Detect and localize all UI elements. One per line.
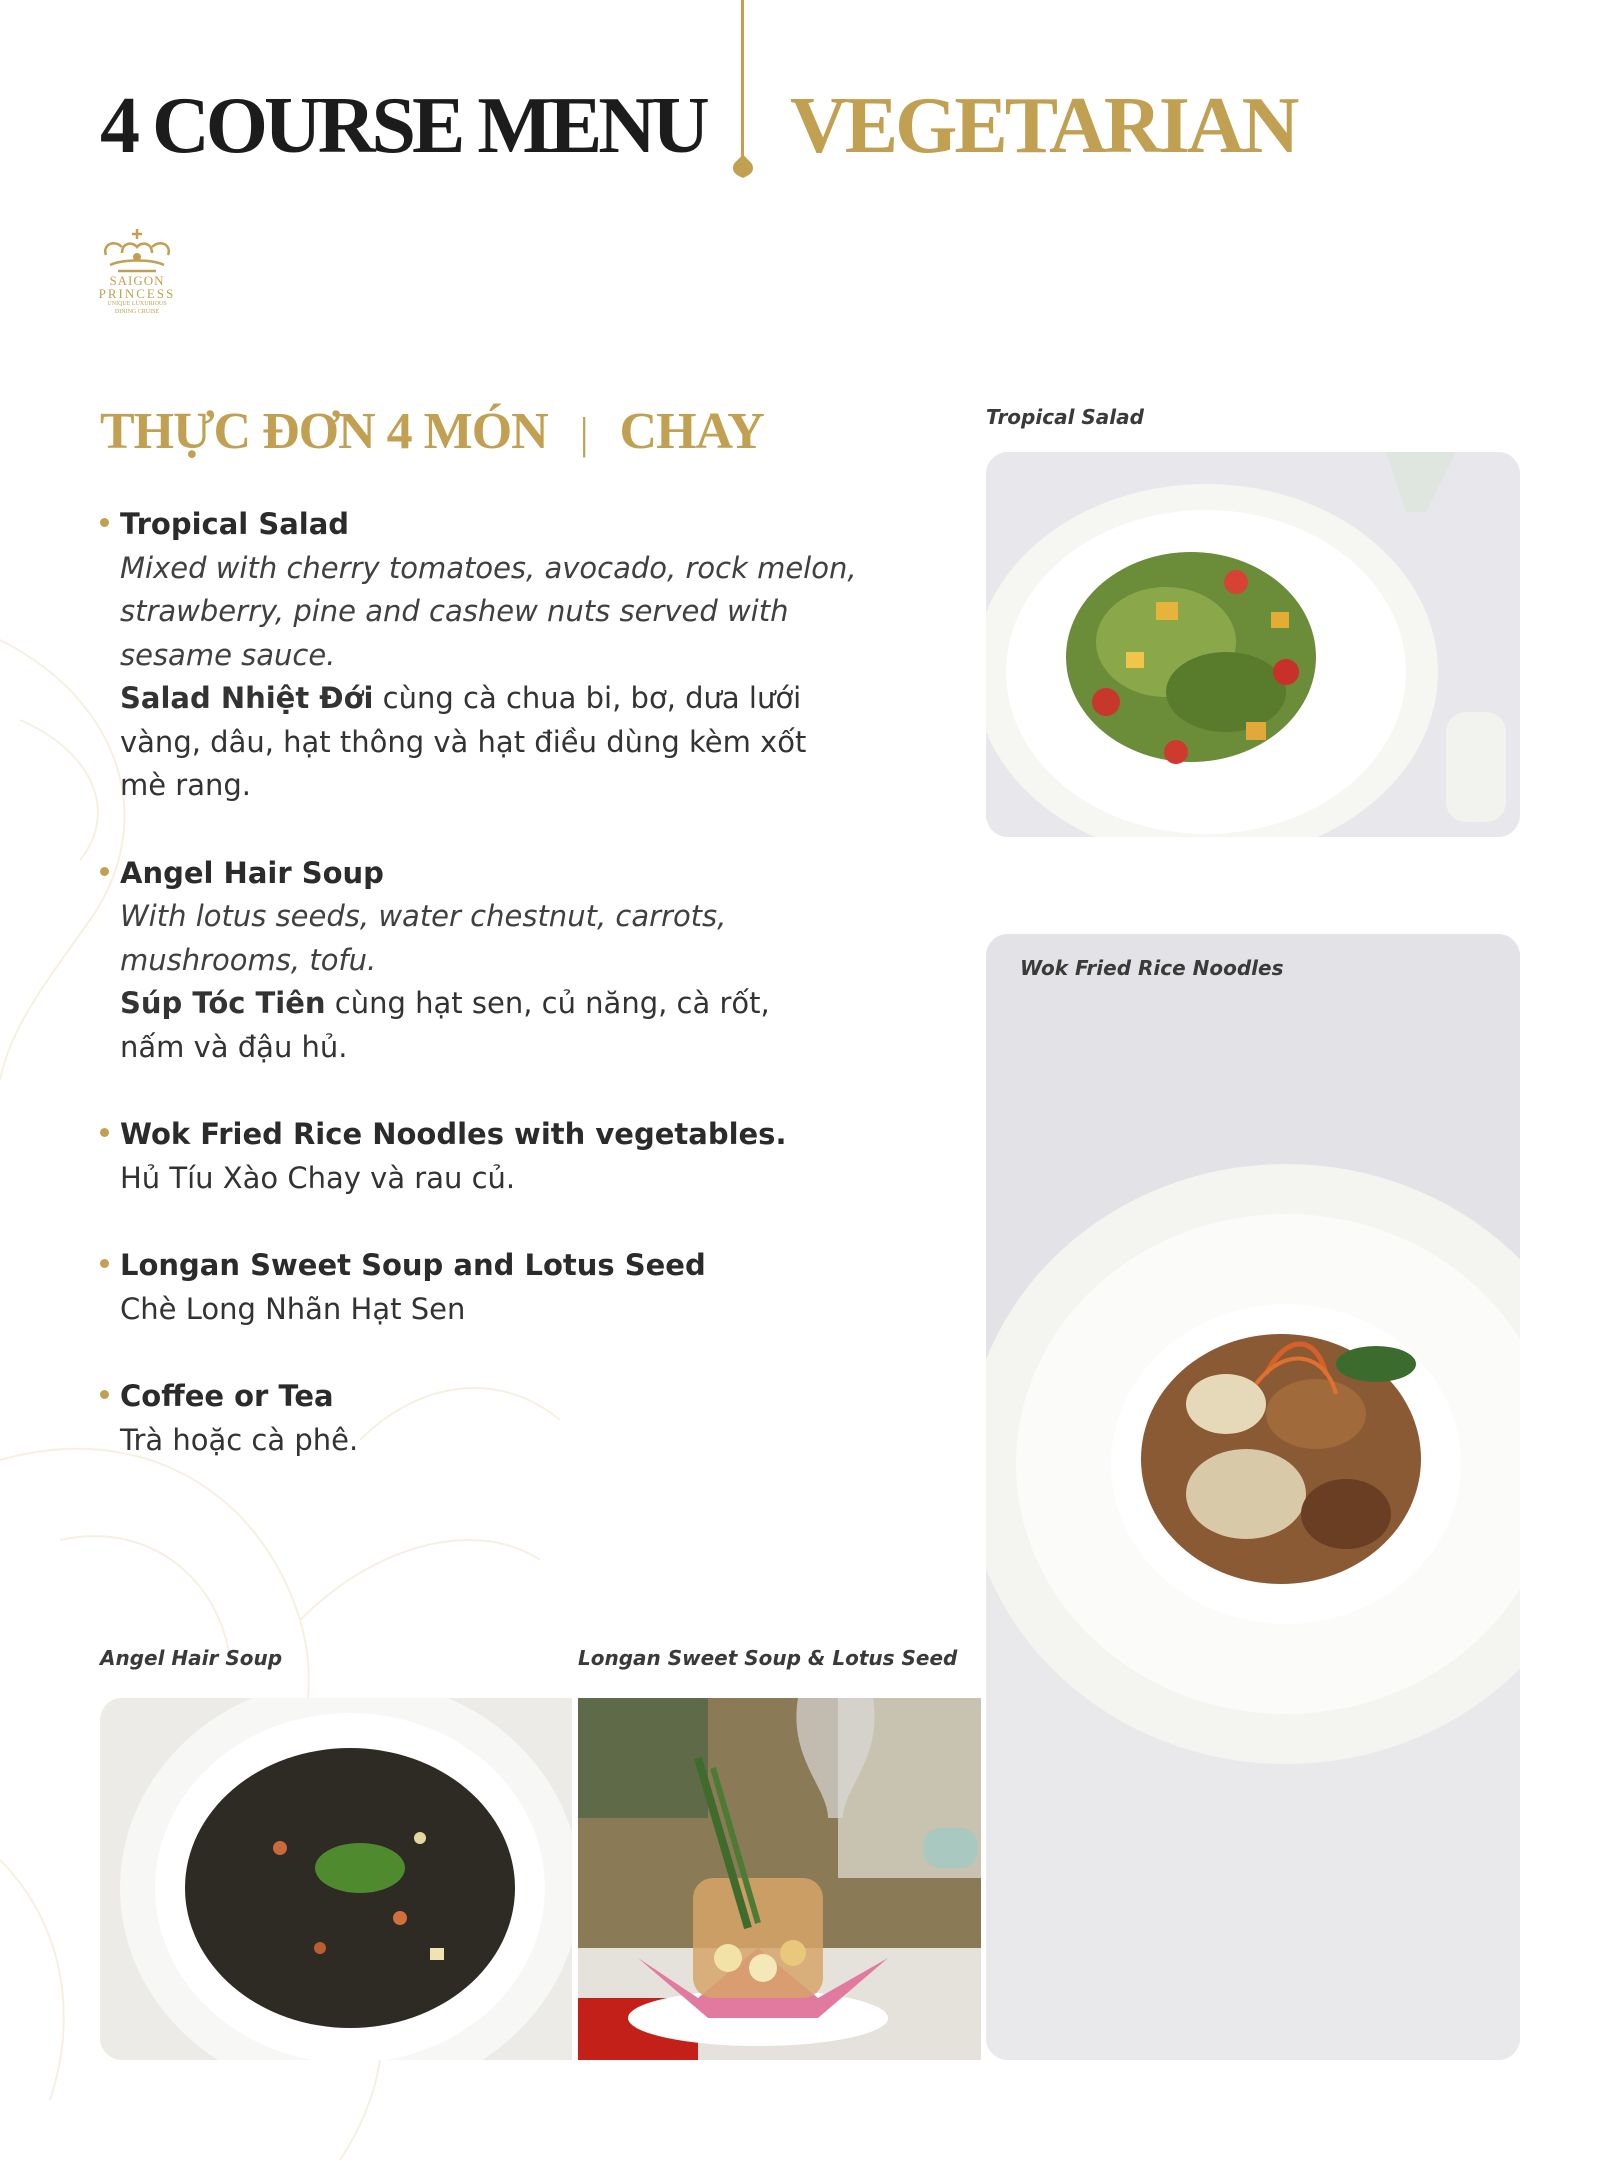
bullet-icon [100, 867, 109, 876]
longan-photo-caption: Longan Sweet Soup & Lotus Seed [578, 1646, 958, 1670]
menu-item [100, 503, 860, 808]
menu-item-description: sesame sauce. [120, 637, 336, 672]
logo-name-second: PRINCESS [98, 286, 176, 301]
saigon-princess-logo [92, 225, 182, 325]
title-divider [741, 0, 744, 160]
menu-item-vietnamese-text: cùng hạt sen, củ năng, cà rốt, [325, 986, 770, 1020]
menu-item-title: Coffee or Tea [120, 1379, 334, 1413]
menu-item [100, 1244, 860, 1331]
menu-item-title: Wok Fried Rice Noodles with vegetables. [120, 1117, 787, 1151]
soup-photo-caption: Angel Hair Soup [100, 1646, 283, 1670]
menu-item-vietnamese-text: mè rang. [120, 768, 252, 802]
menu-item-vietnamese [120, 982, 860, 1026]
crown-ornament-icon [92, 225, 182, 273]
bullet-icon [100, 1259, 109, 1268]
menu-item-vietnamese [120, 677, 860, 721]
logo-tagline: UNIQUE LUXURIOUS [107, 301, 167, 307]
bullet-icon [100, 1390, 109, 1399]
menu-item [100, 1113, 860, 1200]
subtitle-vegetarian: CHAY [619, 403, 764, 460]
bullet-icon [100, 1128, 109, 1137]
menu-item-title: Tropical Salad [120, 507, 350, 541]
page-title-vegetarian: VEGETARIAN [790, 82, 1297, 170]
logo-name: SAIGON [109, 273, 165, 288]
menu-item-description: strawberry, pine and cashew nuts served with [120, 594, 789, 628]
menu-item-vietnamese-text: Trà hoặc cà phê. [120, 1422, 359, 1457]
menu-item-vietnamese-text: Hủ Tíu Xào Chay và rau củ. [120, 1160, 516, 1195]
salad-photo-caption: Tropical Salad [986, 405, 1144, 429]
menu-item-title: Angel Hair Soup [120, 855, 384, 890]
menu-item-vietnamese-text: cùng cà chua bi, bơ, dưa lưới [373, 681, 802, 715]
subtitle-menu: THỰC ĐƠN 4 MÓN [100, 403, 548, 460]
page-title-english: 4 COURSE MENU [100, 82, 706, 170]
salad-photo [986, 452, 1520, 837]
menu-item-vietnamese-text: nấm và đậu hủ. [120, 1029, 348, 1064]
menu-list [100, 503, 860, 1506]
soup-photo [100, 1698, 572, 2060]
salad-illustration [986, 452, 1520, 837]
noodles-illustration [986, 934, 1520, 2060]
logo-tagline-second: DINING CRUISE [114, 309, 160, 315]
noodles-photo-caption: Wok Fried Rice Noodles [1020, 956, 1284, 980]
menu-item-title: Longan Sweet Soup and Lotus Seed [120, 1248, 706, 1282]
menu-item-vietnamese-name: Súp Tóc Tiên [120, 986, 326, 1020]
noodles-photo [986, 934, 1520, 2060]
menu-item-vietnamese-text: Chè Long Nhãn Hạt Sen [120, 1291, 466, 1326]
bullet-icon [100, 518, 109, 527]
menu-item-description: Mixed with cherry tomatoes, avocado, rock melon, [120, 550, 857, 585]
menu-item-description: mushrooms, tofu. [120, 942, 377, 977]
subtitle-separator: | [579, 409, 588, 458]
lotus-ornament-icon [729, 152, 757, 180]
menu-item [100, 1375, 860, 1462]
menu-item-vietnamese-text: vàng, dâu, hạt thông và hạt điều dùng kèm xốt [120, 724, 807, 759]
soup-illustration [100, 1698, 572, 2060]
vietnamese-subtitle [100, 402, 764, 461]
longan-photo [578, 1698, 981, 2060]
menu-item-description: With lotus seeds, water chestnut, carrots, [120, 899, 727, 933]
menu-item [100, 852, 860, 1070]
menu-item-vietnamese-name: Salad Nhiệt Đới [120, 681, 374, 715]
longan-illustration [578, 1698, 981, 2060]
